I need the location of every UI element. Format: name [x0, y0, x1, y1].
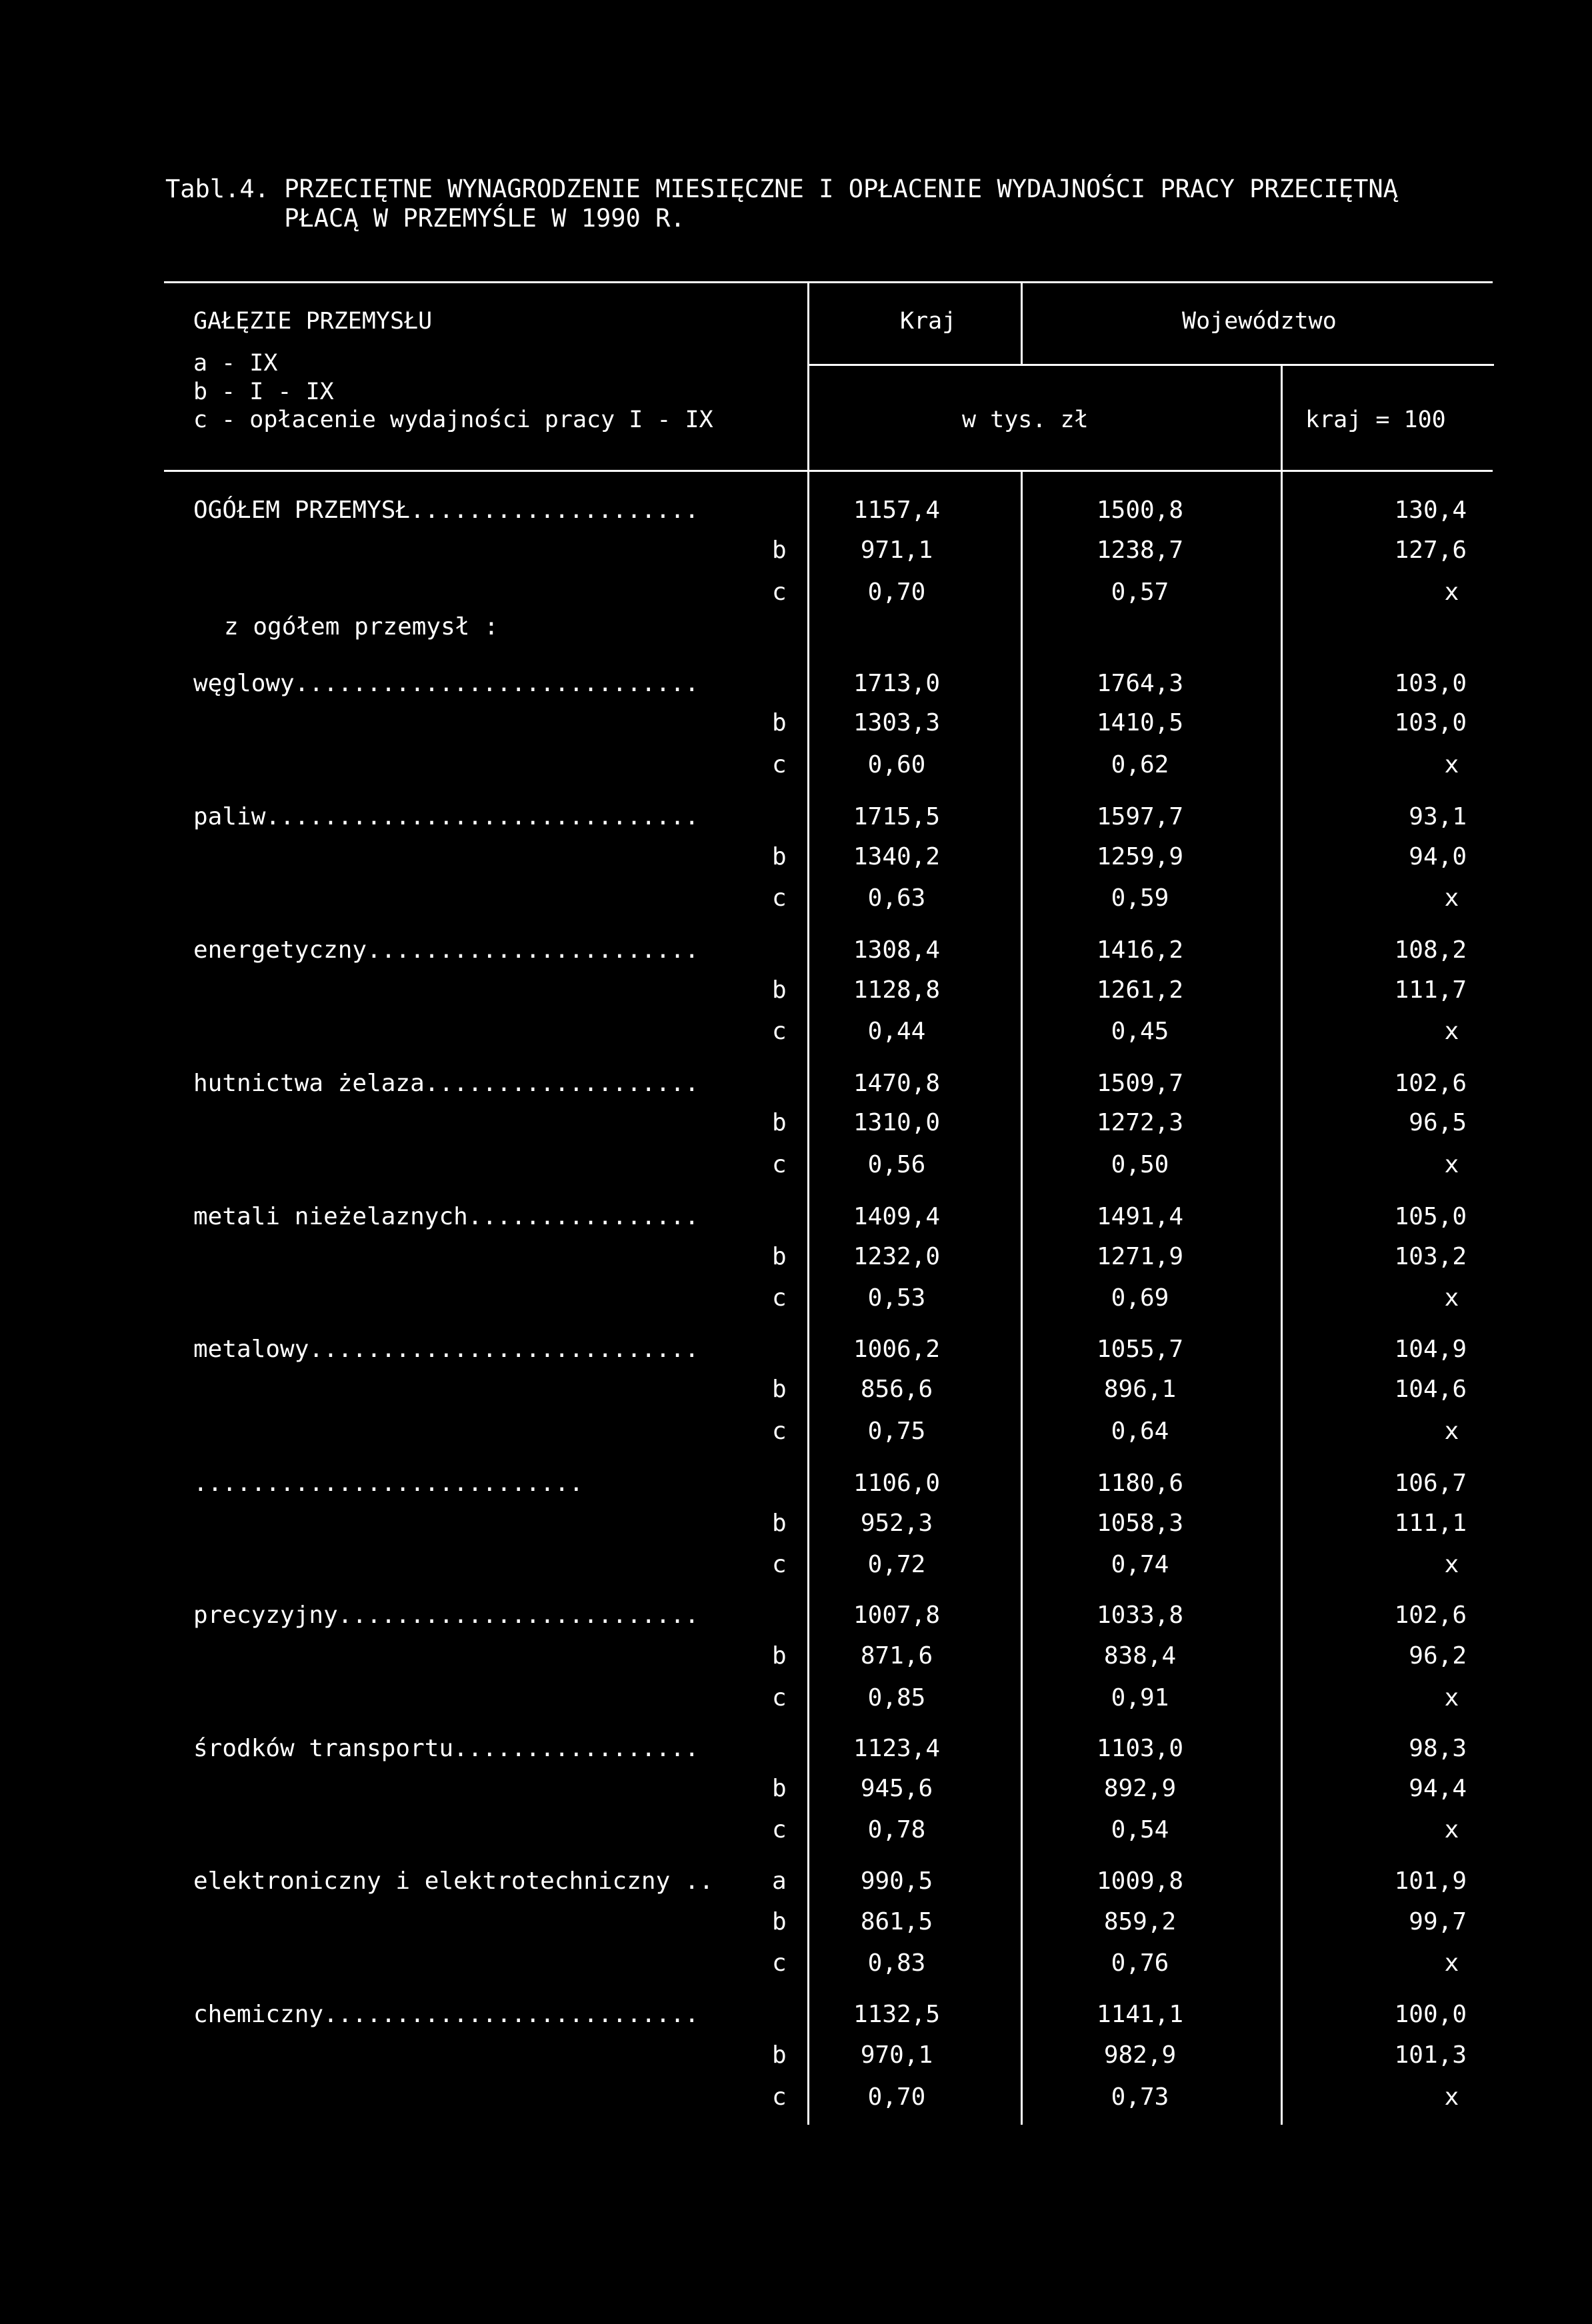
- value-kraj: 971,1: [860, 537, 933, 564]
- table-row: [0, 537, 1592, 581]
- value-wojewodztwo: 838,4: [1103, 1642, 1177, 1670]
- header-kraj: Kraj: [900, 308, 957, 335]
- row-label: OGÓŁEM PRZEMYSŁ....................: [193, 497, 699, 524]
- header-legend-c: c - opłacenie wydajności pracy I - IX: [193, 407, 713, 433]
- value-index: 99,7: [1409, 1908, 1467, 1935]
- value-index: x: [1444, 1018, 1459, 1045]
- value-index: 100,0: [1394, 2001, 1467, 2028]
- value-index: x: [1444, 1284, 1459, 1312]
- value-kraj: 1310,0: [853, 1109, 941, 1136]
- value-kraj: 856,6: [860, 1376, 933, 1403]
- table-row: [0, 1602, 1592, 1646]
- row-letter: b: [772, 709, 787, 736]
- value-kraj: 1006,2: [853, 1336, 941, 1363]
- table-row: [0, 1151, 1592, 1195]
- value-index: 130,4: [1394, 497, 1467, 524]
- row-letter: c: [772, 1284, 787, 1312]
- title-line-1: Tabl.4. PRZECIĘTNE WYNAGRODZENIE MIESIĘCZNE I OPŁACENIE WYDAJNOŚCI PRACY PRZECIĘTNĄ: [165, 175, 1398, 203]
- value-index: x: [1444, 1151, 1459, 1178]
- value-wojewodztwo: 0,57: [1111, 579, 1169, 606]
- table-row: [0, 2041, 1592, 2085]
- value-kraj: 1308,4: [853, 936, 941, 964]
- value-index: 127,6: [1394, 537, 1467, 564]
- table-row: [0, 1642, 1592, 1686]
- header-bottom-rule: [164, 470, 1493, 472]
- table-row: [0, 1470, 1592, 1514]
- value-wojewodztwo: 1141,1: [1096, 2001, 1184, 2028]
- table-row: [0, 1018, 1592, 1062]
- value-index: x: [1444, 1949, 1459, 1977]
- row-letter: b: [772, 1908, 787, 1935]
- table-row: [0, 884, 1592, 928]
- value-wojewodztwo: 1491,4: [1096, 1203, 1184, 1230]
- value-index: 103,0: [1394, 709, 1467, 736]
- row-letter: c: [772, 1816, 787, 1843]
- value-index: 111,1: [1394, 1510, 1467, 1537]
- row-letter: b: [772, 1243, 787, 1270]
- row-letter: b: [772, 1642, 787, 1670]
- column-divider-2: [1021, 282, 1023, 365]
- value-kraj: 1232,0: [853, 1243, 941, 1270]
- table-row: [0, 1510, 1592, 1554]
- value-index: 96,5: [1409, 1109, 1467, 1136]
- value-wojewodztwo: 0,69: [1111, 1284, 1169, 1312]
- row-label: elektroniczny i elektrotechniczny ..: [193, 1867, 714, 1895]
- row-letter: c: [772, 751, 787, 778]
- value-wojewodztwo: 0,91: [1111, 1684, 1169, 1712]
- value-wojewodztwo: 1103,0: [1096, 1735, 1184, 1762]
- value-wojewodztwo: 1259,9: [1096, 843, 1184, 870]
- row-letter: b: [772, 1376, 787, 1403]
- value-wojewodztwo: 1238,7: [1096, 537, 1184, 564]
- value-wojewodztwo: 1272,3: [1096, 1109, 1184, 1136]
- value-kraj: 0,63: [867, 884, 926, 912]
- value-wojewodztwo: 1271,9: [1096, 1243, 1184, 1270]
- table-row: [0, 1908, 1592, 1952]
- note-z-ogolem: z ogółem przemysł :: [224, 613, 499, 640]
- value-kraj: 0,78: [867, 1816, 926, 1843]
- table-row: [0, 579, 1592, 622]
- header-legend-a: a - IX: [193, 350, 278, 377]
- value-kraj: 861,5: [860, 1908, 933, 1935]
- value-wojewodztwo: 0,76: [1111, 1949, 1169, 1977]
- row-letter: c: [772, 884, 787, 912]
- row-letter: a: [772, 1867, 787, 1895]
- value-wojewodztwo: 1764,3: [1096, 670, 1184, 697]
- value-index: 93,1: [1409, 803, 1467, 830]
- value-index: x: [1444, 1551, 1459, 1578]
- row-label: metalowy...........................: [193, 1336, 699, 1363]
- value-wojewodztwo: 0,45: [1111, 1018, 1169, 1045]
- value-kraj: 1106,0: [853, 1470, 941, 1497]
- value-kraj: 0,83: [867, 1949, 926, 1977]
- table-row: [0, 976, 1592, 1020]
- title-line-2: PŁACĄ W PRZEMYŚLE W 1990 R.: [165, 204, 685, 233]
- row-letter: b: [772, 843, 787, 870]
- value-wojewodztwo: 1009,8: [1096, 1867, 1184, 1895]
- table-row: [0, 1684, 1592, 1728]
- table-row: [0, 1070, 1592, 1114]
- value-kraj: 1157,4: [853, 497, 941, 524]
- row-letter: c: [772, 1684, 787, 1712]
- value-index: 94,0: [1409, 843, 1467, 870]
- value-wojewodztwo: 0,74: [1111, 1551, 1169, 1578]
- table-row: [0, 803, 1592, 847]
- row-letter: c: [772, 1418, 787, 1445]
- value-wojewodztwo: 1180,6: [1096, 1470, 1184, 1497]
- value-wojewodztwo: 1058,3: [1096, 1510, 1184, 1537]
- value-index: 111,7: [1394, 976, 1467, 1004]
- table-row: [0, 1109, 1592, 1153]
- value-kraj: 1123,4: [853, 1735, 941, 1762]
- value-index: x: [1444, 884, 1459, 912]
- value-index: 102,6: [1394, 1602, 1467, 1629]
- value-index: 103,0: [1394, 670, 1467, 697]
- value-kraj: 1713,0: [853, 670, 941, 697]
- value-index: x: [1444, 751, 1459, 778]
- value-index: x: [1444, 1816, 1459, 1843]
- table-row: [0, 751, 1592, 795]
- header-index: kraj = 100: [1305, 407, 1446, 433]
- value-wojewodztwo: 1033,8: [1096, 1602, 1184, 1629]
- value-index: 105,0: [1394, 1203, 1467, 1230]
- value-index: 102,6: [1394, 1070, 1467, 1097]
- header-wojewodztwo: Województwo: [1182, 308, 1337, 335]
- header-legend-b: b - I - IX: [193, 379, 334, 405]
- table-row: [0, 843, 1592, 887]
- value-index: 106,7: [1394, 1470, 1467, 1497]
- value-index: 103,2: [1394, 1243, 1467, 1270]
- value-index: 104,6: [1394, 1376, 1467, 1403]
- table-row: [0, 1775, 1592, 1819]
- value-kraj: 0,60: [867, 751, 926, 778]
- value-wojewodztwo: 896,1: [1103, 1376, 1177, 1403]
- value-wojewodztwo: 0,50: [1111, 1151, 1169, 1178]
- row-letter: c: [772, 579, 787, 606]
- table-row: [0, 1203, 1592, 1247]
- value-kraj: 0,56: [867, 1151, 926, 1178]
- row-letter: c: [772, 1551, 787, 1578]
- value-kraj: 0,75: [867, 1418, 926, 1445]
- value-index: x: [1444, 2083, 1459, 2111]
- row-letter: b: [772, 1510, 787, 1537]
- value-kraj: 0,70: [867, 2083, 926, 2111]
- table-row: [0, 1949, 1592, 1993]
- table-row: [0, 1551, 1592, 1595]
- value-wojewodztwo: 0,62: [1111, 751, 1169, 778]
- value-wojewodztwo: 859,2: [1103, 1908, 1177, 1935]
- value-kraj: 0,44: [867, 1018, 926, 1045]
- row-label: energetyczny.......................: [193, 936, 699, 964]
- row-letter: b: [772, 1775, 787, 1802]
- table-row: [0, 670, 1592, 714]
- table-row: [0, 936, 1592, 980]
- value-wojewodztwo: 1416,2: [1096, 936, 1184, 964]
- value-wojewodztwo: 982,9: [1103, 2041, 1177, 2069]
- value-kraj: 0,70: [867, 579, 926, 606]
- table-row: [0, 1376, 1592, 1420]
- value-index: 96,2: [1409, 1642, 1467, 1670]
- row-letter: c: [772, 1949, 787, 1977]
- row-letter: b: [772, 1109, 787, 1136]
- table-row: [0, 2083, 1592, 2127]
- table-row: [0, 709, 1592, 753]
- value-kraj: 1409,4: [853, 1203, 941, 1230]
- value-wojewodztwo: 1509,7: [1096, 1070, 1184, 1097]
- value-wojewodztwo: 1410,5: [1096, 709, 1184, 736]
- value-index: 94,4: [1409, 1775, 1467, 1802]
- row-letter: b: [772, 537, 787, 564]
- header-unit: w tys. zł: [962, 407, 1089, 433]
- row-label: paliw..............................: [193, 803, 699, 830]
- table-row: [0, 1735, 1592, 1779]
- value-kraj: 1340,2: [853, 843, 941, 870]
- table-row: [0, 1284, 1592, 1328]
- value-kraj: 0,53: [867, 1284, 926, 1312]
- row-letter: c: [772, 1018, 787, 1045]
- row-label: chemiczny..........................: [193, 2001, 699, 2028]
- row-label: metali nieżelaznych................: [193, 1203, 699, 1230]
- value-kraj: 871,6: [860, 1642, 933, 1670]
- value-index: x: [1444, 579, 1459, 606]
- value-kraj: 970,1: [860, 2041, 933, 2069]
- table-row: [0, 1243, 1592, 1287]
- value-kraj: 945,6: [860, 1775, 933, 1802]
- value-wojewodztwo: 0,64: [1111, 1418, 1169, 1445]
- value-index: 101,3: [1394, 2041, 1467, 2069]
- value-wojewodztwo: 0,73: [1111, 2083, 1169, 2111]
- value-wojewodztwo: 1261,2: [1096, 976, 1184, 1004]
- value-wojewodztwo: 892,9: [1103, 1775, 1177, 1802]
- row-label: środków transportu.................: [193, 1735, 699, 1762]
- value-wojewodztwo: 1055,7: [1096, 1336, 1184, 1363]
- row-letter: b: [772, 976, 787, 1004]
- value-kraj: 0,72: [867, 1551, 926, 1578]
- row-label: hutnictwa żelaza...................: [193, 1070, 699, 1097]
- value-wojewodztwo: 1597,7: [1096, 803, 1184, 830]
- table-row: [0, 1816, 1592, 1860]
- row-label: ...........................: [193, 1470, 584, 1497]
- value-kraj: 0,85: [867, 1684, 926, 1712]
- value-kraj: 952,3: [860, 1510, 933, 1537]
- table-row: [0, 497, 1592, 541]
- row-label: węglowy............................: [193, 670, 699, 697]
- value-index: 108,2: [1394, 936, 1467, 964]
- table-title: [165, 175, 1398, 233]
- value-kraj: 1132,5: [853, 2001, 941, 2028]
- value-kraj: 1128,8: [853, 976, 941, 1004]
- header-branch-title: GAŁĘZIE PRZEMYSŁU: [193, 308, 433, 335]
- row-label: precyzyjny.........................: [193, 1602, 699, 1629]
- value-kraj: 1715,5: [853, 803, 941, 830]
- table-row: [0, 1336, 1592, 1380]
- row-letter: b: [772, 2041, 787, 2069]
- value-index: x: [1444, 1418, 1459, 1445]
- table-row: [0, 1418, 1592, 1462]
- value-kraj: 1470,8: [853, 1070, 941, 1097]
- value-wojewodztwo: 0,59: [1111, 884, 1169, 912]
- table-row: [0, 1867, 1592, 1911]
- row-letter: c: [772, 2083, 787, 2111]
- value-kraj: 1007,8: [853, 1602, 941, 1629]
- value-wojewodztwo: 1500,8: [1096, 497, 1184, 524]
- table-row: [0, 2001, 1592, 2045]
- value-index: 101,9: [1394, 1867, 1467, 1895]
- value-index: 98,3: [1409, 1735, 1467, 1762]
- value-kraj: 1303,3: [853, 709, 941, 736]
- value-index: x: [1444, 1684, 1459, 1712]
- value-wojewodztwo: 0,54: [1111, 1816, 1169, 1843]
- header-top-rule: [164, 281, 1493, 283]
- header-mid-rule: [809, 364, 1494, 366]
- value-index: 104,9: [1394, 1336, 1467, 1363]
- row-letter: c: [772, 1151, 787, 1178]
- value-kraj: 990,5: [860, 1867, 933, 1895]
